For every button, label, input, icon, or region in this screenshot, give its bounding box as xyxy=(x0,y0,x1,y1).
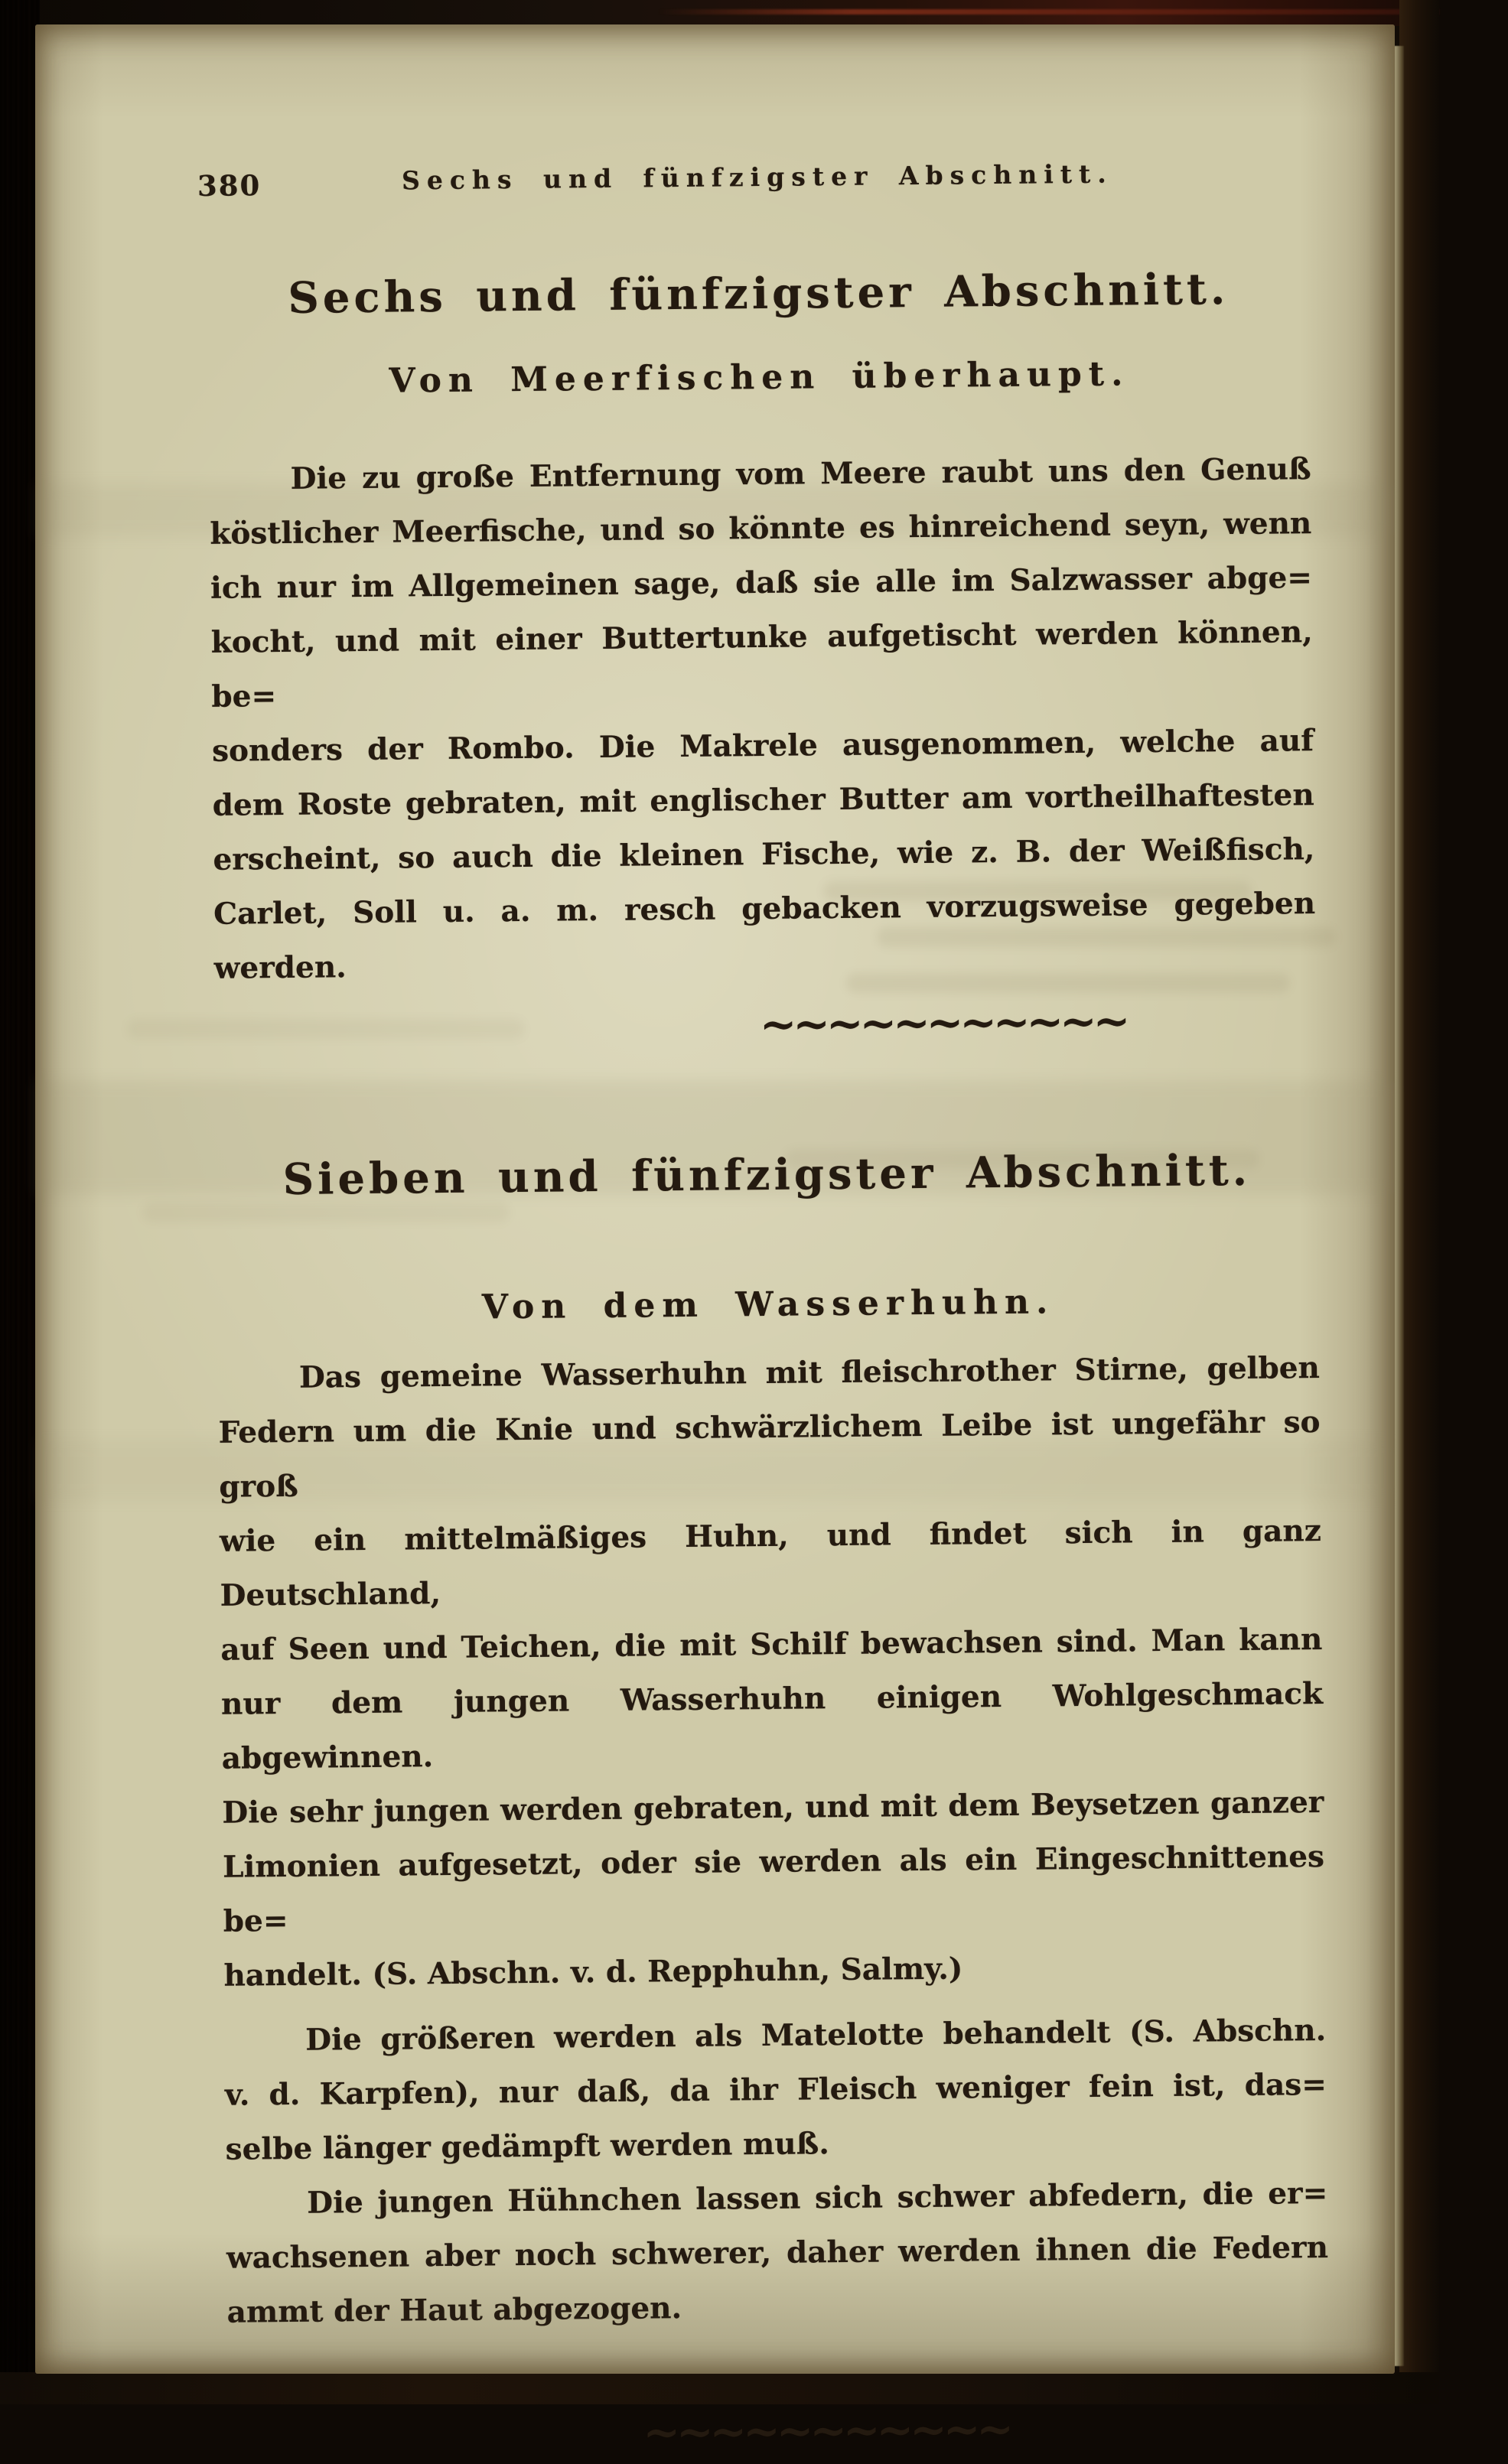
text-line: Die größeren werden als Matelotte behandelt (S. Abschn. xyxy=(305,2012,1327,2058)
text-line: wachsenen aber noch schwerer, daher werden ihnen die Federn xyxy=(226,2229,1329,2276)
cover-red-streak xyxy=(658,9,1439,15)
text-line: sonders der Rombo. Die Makrele ausgenommen, welche auf xyxy=(211,723,1314,769)
text-line: ammt der Haut abgezogen. xyxy=(226,2290,682,2330)
section-title-57: Sieben und fünfzigster Abschnitt. xyxy=(282,1144,1252,1206)
text-line: Das gemeine Wasserhuhn mit fleischrother Stirne, gelben xyxy=(298,1350,1321,1395)
page-header xyxy=(197,157,1308,203)
paragraph xyxy=(218,1341,1326,2003)
section-title-56: Sechs und fünfzigster Abschnitt. xyxy=(288,264,1230,324)
running-header: Sechs und fünfzigster Abschnitt. xyxy=(401,158,1113,196)
text-line: Die zu große Entfernung vom Meere raubt uns den Genuß xyxy=(290,451,1311,496)
page-number: 380 xyxy=(197,168,262,203)
book-cover-right-edge xyxy=(1399,0,1439,2404)
text-line: wie ein mittelmäßiges Huhn, und findet sich in ganz Deutschland, xyxy=(219,1512,1322,1613)
text-line: dem Roste gebraten, mit englischer Butter am vortheilhaftesten xyxy=(212,777,1314,823)
text-line: Limonien aufgesetzt, oder sie werden als ein Eingeschnittenes be= xyxy=(222,1838,1325,1939)
text-line: erscheint, so auch die kleinen Fische, wie z. B. der Weißfisch, xyxy=(213,832,1315,877)
text-line: Die jungen Hühnchen lassen sich schwer abfedern, die er= xyxy=(307,2175,1328,2221)
section-subtitle-57: Von dem Wasserhuhn. xyxy=(481,1282,1055,1327)
text-line: v. d. Karpfen), nur daß, da ihr Fleisch weniger fein ist, das= xyxy=(224,2066,1327,2113)
text-line: Die sehr jungen werden gebraten, und mit dem Beysetzen ganzer xyxy=(222,1784,1324,1831)
text-line: Federn um die Knie und schwärzlichem Leibe ist ungefähr so groß xyxy=(218,1405,1321,1505)
section-subtitle-56: Von Meerfischen überhaupt. xyxy=(389,354,1130,401)
paragraph xyxy=(209,442,1316,996)
text-line: köstlicher Meerfische, und so könnte es hinreichend seyn, wenn xyxy=(210,506,1312,552)
text-line: selbe länger gedämpft werden muß. xyxy=(225,2126,830,2167)
text-line: ich nur im Allgemeinen sage, daß sie alle im Salzwasser abge= xyxy=(210,560,1313,606)
section-divider-ornament: ~~~~~~~~~~~ xyxy=(759,994,1127,1051)
book-spine-page-stack-left xyxy=(0,0,40,2404)
text-line: Carlet, Soll u. a. m. resch gebacken vorzugsweise gegeben werden. xyxy=(213,886,1316,986)
text-line: auf Seen und Teichen, die mit Schilf bewachsen sind. Man kann xyxy=(220,1621,1323,1668)
text-line: nur dem jungen Wasserhuhn einigen Wohlgeschmack abgewinnen. xyxy=(220,1675,1324,1776)
page-content xyxy=(197,19,1330,2464)
paragraph xyxy=(224,2003,1327,2177)
paper-sheet xyxy=(35,24,1395,2459)
text-line: kocht, und mit einer Buttertunke aufgetischt werden können, be= xyxy=(210,614,1313,714)
paragraph xyxy=(226,2166,1329,2340)
section-divider-ornament: ~~~~~~~~~~~ xyxy=(643,2402,1011,2459)
text-line: handelt. (S. Abschn. v. d. Repphuhn, Salmy.) xyxy=(223,1951,963,1994)
